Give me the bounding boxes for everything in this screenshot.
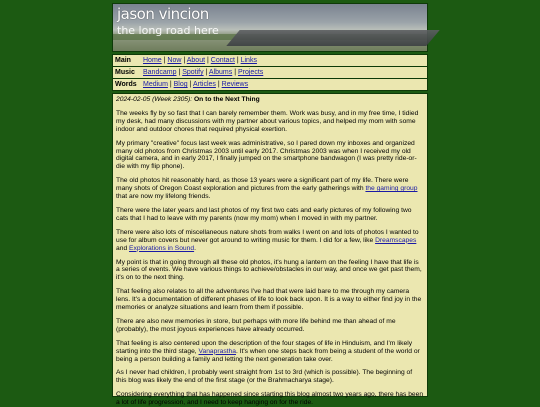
nav-label-words: Words bbox=[115, 81, 137, 88]
post-paragraph: There are also new memories in store, but perhaps with more life behind me than ahead of me (probably), the most joyous experiences have already occurred. bbox=[116, 317, 396, 333]
nav-separator: | bbox=[215, 81, 222, 88]
nav-link-home[interactable]: Home bbox=[143, 57, 162, 64]
nav-link-now[interactable]: Now bbox=[167, 57, 182, 64]
nav-separator: | bbox=[161, 57, 168, 64]
nav-link-contact[interactable]: Contact bbox=[210, 57, 235, 64]
post-title: On to the Next Thing bbox=[193, 96, 260, 103]
gaming-group-link[interactable]: the gaming group bbox=[365, 185, 418, 193]
nav-row-words bbox=[113, 79, 427, 90]
nav-separator: | bbox=[232, 69, 238, 76]
nav-separator: | bbox=[176, 69, 183, 76]
nav-separator: | bbox=[203, 69, 209, 76]
post-paragraph: The weeks fly by so fast that I can barely remember them. Work was busy, and in my free time, I tidied my desk, had many discussions with my partner about various topics, and helped my mom with some indoor and outdoor chores that required physical exertion. bbox=[116, 109, 419, 133]
nav-links-main bbox=[143, 55, 257, 66]
paragraph-text: There were also lots of miscellaneous nature shots from walks I went on and lots of photos I wanted to use for album covers but never got around to writing music for them. I did for a few, like bbox=[116, 228, 419, 244]
dreamscapes-link[interactable]: Dreamscapes bbox=[375, 236, 417, 244]
paragraph-text: that are now my lifelong friends. bbox=[116, 193, 211, 201]
blog-post-content bbox=[112, 93, 428, 407]
nav-link-spotify[interactable]: Spotify bbox=[182, 69, 204, 76]
nav-link-articles[interactable]: Articles bbox=[192, 81, 216, 88]
nav-link-links[interactable]: Links bbox=[240, 57, 257, 64]
nav-link-bandcamp[interactable]: Bandcamp bbox=[143, 69, 177, 76]
banner-road-image bbox=[226, 30, 439, 46]
nav-separator: | bbox=[167, 81, 174, 88]
nav-link-projects[interactable]: Projects bbox=[237, 69, 264, 76]
vanaprastha-link[interactable]: Vanaprastha bbox=[198, 347, 236, 355]
post-paragraph: As I never had children, I probably went straight from 1st to 3rd (which is possible). The beginning of this blog was likely the end of the first stage (or the Brahmacharya stage). bbox=[116, 369, 413, 385]
post-paragraph: There were the later years and last photos of my first two cats and early pictures of my following two cats that I had to leave with my parents (now my mom) when I moved in with my partner. bbox=[116, 206, 412, 222]
nav-row-music bbox=[113, 67, 427, 79]
header-banner bbox=[112, 3, 428, 52]
paragraph-text: . It's when one steps back from being a student of the world or being a person building a family and letting the next generation take over. bbox=[116, 347, 420, 363]
post-paragraph bbox=[116, 177, 424, 201]
nav-separator: | bbox=[181, 57, 187, 64]
post-paragraph: That feeling also relates to all the adventures I've had that were laid bare to me through my camera lens. It's a documentation of different phases of life to look back upon. It is a way to either find joy in the memories or analyze situations and learn from them if possible. bbox=[116, 288, 422, 312]
page-wrapper bbox=[112, 3, 428, 407]
nav-separator: | bbox=[187, 81, 193, 88]
nav-links-music bbox=[143, 67, 263, 78]
nav-link-medium[interactable]: Medium bbox=[143, 81, 168, 88]
paragraph-text: The old photos hit reasonably hard, as those 13 years were a significant part of my life. There were many shots of Oregon Coast exploration and pictures from the early gatherings with bbox=[116, 177, 409, 193]
nav-link-blog[interactable]: Blog bbox=[173, 81, 188, 88]
post-paragraph bbox=[116, 229, 424, 253]
nav-link-reviews[interactable]: Reviews bbox=[221, 81, 249, 88]
nav-link-albums[interactable]: Albums bbox=[208, 69, 233, 76]
post-paragraph bbox=[116, 340, 424, 364]
nav-row-main bbox=[113, 55, 427, 67]
nav-label-music: Music bbox=[115, 69, 135, 76]
post-paragraph: My point is that in going through all these old photos, it's hung a lantern on the feeling I have that life is a series of events. We have various things to achieve/obstacles in our way, and once we get past them, it's on to the next thing. bbox=[116, 258, 422, 282]
nav-separator: | bbox=[234, 57, 241, 64]
site-tagline: the long road here bbox=[117, 24, 219, 37]
post-date: 2024-02-05 (Week 2305): bbox=[116, 96, 193, 103]
nav-link-about[interactable]: About bbox=[186, 57, 206, 64]
nav-separator: | bbox=[205, 57, 211, 64]
explorations-in-sound-link[interactable]: Explorations in Sound bbox=[129, 244, 195, 252]
paragraph-text: That feeling is also centered upon the description of the four stages of life in Hinduism, and I'm likely starting into the third stage, bbox=[116, 339, 413, 355]
post-paragraph: My primary "creative" focus last week was administrative, so I pared down my inboxes and organized many old photos from Christmas 2003 until early 2017. Christmas 2003 was when I received my old digital camera, and in early 2017, I finally jumped on the smartphone bandwagon (I was pretty ride-or-die with my flip phone). bbox=[116, 139, 417, 171]
post-heading bbox=[116, 96, 424, 104]
paragraph-text: and bbox=[116, 244, 130, 252]
nav-label-main: Main bbox=[115, 57, 131, 64]
site-name[interactable]: jason vincion bbox=[117, 5, 209, 23]
post-paragraph: Considering everything that has happened since starting this blog almost two years ago, there has been a lot of life progression, and I need to keep hanging on for the ride. bbox=[116, 391, 424, 407]
paragraph-text: . bbox=[194, 244, 196, 252]
nav-links-words bbox=[143, 79, 248, 90]
nav-table bbox=[112, 54, 428, 91]
